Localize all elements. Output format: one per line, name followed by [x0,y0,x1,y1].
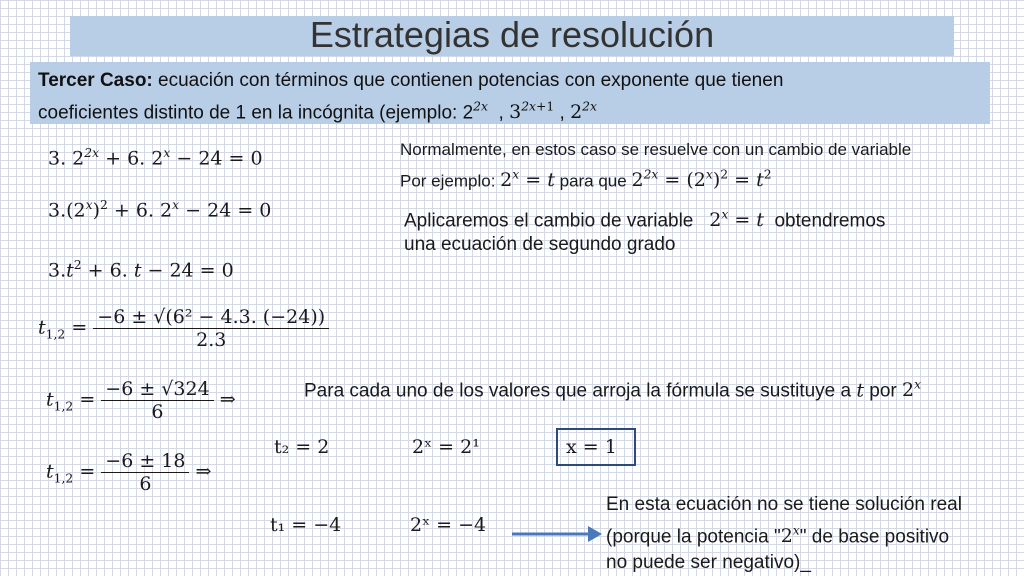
note-no-solution-2: (porque la potencia " [606,526,781,548]
formula-1-num: −6 ± √(6² − 4.3. (−24)) [93,306,329,329]
result-t1: t₁ = −4 [270,514,342,536]
note-no-solution-3: " de base positivo [799,526,950,548]
case-description: Tercer Caso: ecuación con términos que contienen potencias con exponente que tienen coeficientes distinto de 1 en la incógnita (ejemplo: $2^{2x}$ , $3^{2x+1}$ , $2^{2x}$ [38,70,784,124]
note-each-value-text: Para cada uno de los valores que arroja la fórmula se sustituye a [304,380,852,402]
result-x: x = 1 [566,436,617,458]
note-no-solution-4: no puede ser negativo)_ [606,552,811,574]
formula-3-den: 6 [139,473,152,495]
note-example-prefix: Por ejemplo: [400,171,496,191]
note-apply-2: obtendremos [774,210,886,232]
note-each-value: Para cada uno de los valores que arroja la fórmula se sustituye a t por 2$^x$ [304,378,922,402]
formula-2: $t_{1,2}$ = $\frac{-6 \pm √324}{6}$ ⇒ [46,378,236,423]
case-line2: coeficientes distinto de 1 en la incógnita (ejemplo: 2 [38,102,474,124]
result-eq-neg: 2ˣ = −4 [410,514,487,536]
formula-3: $t_{1,2}$ = $\frac{-6 \pm 18}{6}$ ⇒ [46,450,212,495]
case-label: Tercer Caso: [38,70,153,91]
result-t2: t₂ = 2 [274,436,330,458]
formula-3-num: −6 ± 18 [101,450,189,473]
note-example: Por ejemplo: $2^x = t$ para que $2^{2x} = (2^x)^2 = t^2$ [400,168,772,192]
result-eq-pos: 2ˣ = 2¹ [412,436,480,458]
case-line1: ecuación con términos que contienen potencias con exponente que tienen [158,70,784,91]
note-apply: Aplicaremos el cambio de variable $2^x = t$ obtendremos [404,208,886,232]
note-apply-3: una ecuación de segundo grado [404,234,676,255]
formula-2-num: −6 ± √324 [101,378,213,401]
formula-1: $t_{1,2}$ = $\frac{\text{−6 ± √(6² − 4.3. (−24))}}{2.3}$ [38,306,329,351]
note-no-solution: En esta ecuación no se tiene solución real (porque la potencia "2$^x$" de base positivo no puede ser negativo)_ [606,492,962,576]
page-title: Estrategias de resolución [309,14,715,55]
note-apply-1: Aplicaremos el cambio de variable [404,210,694,232]
arrow-right-icon [508,522,604,546]
formula-1-den: 2.3 [196,329,227,351]
step-eq2: $3.(2^x)^2 + 6$. $2^x - 24 = 0$ [48,198,272,222]
step-eq1: 3. $2^{2x} + 6$. $2^x - 24 = 0$ [48,146,263,170]
note-example-mid: para que [559,171,627,191]
note-each-value-mid: por [869,380,897,402]
note-normal: Normalmente, en estos caso se resuelve con un cambio de variable [400,140,912,159]
step-eq3: $3.t^2 + 6$. t − 24 = 0 [48,258,234,282]
formula-2-den: 6 [151,401,164,423]
note-no-solution-1: En esta ecuación no se tiene solución real [606,494,962,515]
